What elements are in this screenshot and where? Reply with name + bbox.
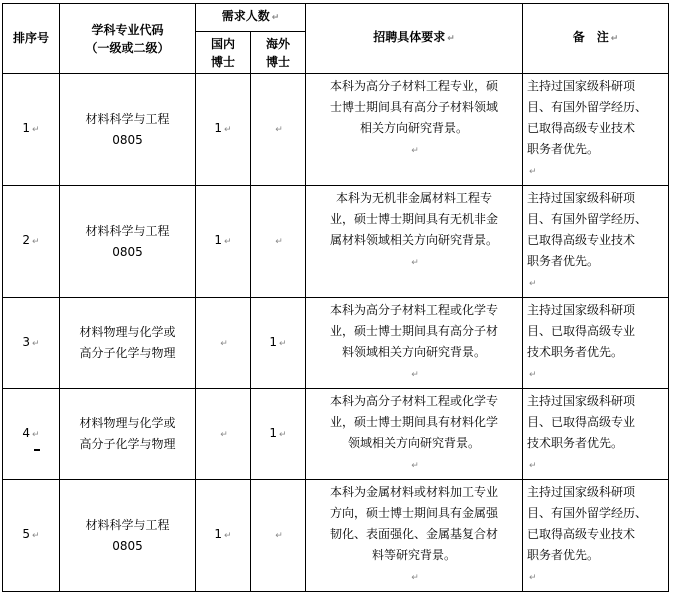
header-overseas-line1: 海外 [265,36,290,51]
major-line: 0805 [112,538,143,553]
table-row [3,389,669,480]
header-note-label: 备 注 [572,30,609,44]
major-line: 材料科学与工程 [85,517,170,532]
paragraph-mark-icon: ↵ [610,34,619,44]
overseas-count-cell [251,298,306,389]
paragraph-mark-icon: ↵ [529,279,537,289]
row-number-cell [3,480,60,592]
overseas-count: 1 [269,425,278,440]
paragraph-mark-icon: ↵ [32,429,40,440]
requirements-line: 本科为高分子材料工程专业，硕 [329,79,498,93]
row-number: 1 [22,121,31,135]
major-line: 高分子化学与物理 [79,437,176,451]
table-row [3,298,669,389]
recruitment-table [2,3,669,592]
row-number-cell [3,298,60,389]
major-cell [60,186,196,298]
requirements-line: 料领域相关方向研究背景。 [341,345,486,359]
paragraph-mark-icon: ↵ [32,237,40,247]
requirements-cell [306,389,523,480]
paragraph-mark-icon: ↵ [271,13,280,23]
note-cell [523,186,669,298]
domestic-count: 1 [214,121,223,135]
paragraph-mark-icon: ↵ [411,258,419,268]
major-line: 材料科学与工程 [85,111,170,126]
note-cell [523,480,669,592]
header-overseas [251,32,306,74]
requirements-line: 士博士期间具有高分子材料领域 [329,100,498,114]
note-line: 职务者优先。 [527,142,600,156]
note-line: 主持过国家级科研项 [527,303,636,317]
requirements-line: 韧化、表面强化、金属基复合材 [329,527,498,541]
paragraph-mark-icon: ↵ [32,338,40,349]
domestic-count-cell [196,298,251,389]
major-line: 0805 [112,132,143,147]
paragraph-mark-icon: ↵ [224,237,232,247]
requirements-line: 本科为无机非金属材料工程专 [335,191,492,205]
paragraph-mark-icon: ↵ [275,237,283,247]
row-number: 5 [22,527,31,541]
requirements-line: 业，硕士博士期间具有材料化学 [329,415,498,429]
row-number-cell [3,186,60,298]
requirements-line: 业，硕士博士期间具有无机非金 [329,212,498,226]
note-line: 目、有国外留学经历、 [527,212,648,226]
requirements-line: 相关方向研究背景。 [359,121,468,135]
major-line: 高分子化学与物理 [79,346,176,360]
requirements-cell [306,74,523,186]
paragraph-mark-icon: ↵ [529,167,537,177]
requirements-line: 领域相关方向研究背景。 [347,436,480,450]
row-number-cell [3,74,60,186]
header-requirements [306,4,523,74]
note-cell [523,74,669,186]
overseas-count: 1 [269,334,278,349]
domestic-count-cell [196,480,251,592]
domestic-count: 1 [214,233,223,247]
table-row [3,186,669,298]
note-line: 主持过国家级科研项 [527,79,636,93]
paragraph-mark-icon: ↵ [447,34,455,44]
header-note [523,4,669,74]
domestic-count-cell [196,389,251,480]
paragraph-mark-icon: ↵ [220,429,228,440]
major-cell [60,480,196,592]
paragraph-mark-icon: ↵ [529,461,537,471]
paragraph-mark-icon: ↵ [279,338,287,349]
paragraph-mark-icon: ↵ [279,429,287,440]
requirements-cell [306,186,523,298]
paragraph-mark-icon: ↵ [32,531,40,541]
requirements-cell [306,480,523,592]
row-number: 2 [22,233,31,247]
header-domestic-line2: 博士 [210,54,235,69]
paragraph-mark-icon: ↵ [411,370,419,380]
major-cell [60,74,196,186]
paragraph-mark-icon: ↵ [529,573,537,583]
note-line: 职务者优先。 [527,548,600,562]
header-overseas-line2: 博士 [265,54,290,69]
note-line: 主持过国家级科研项 [527,394,636,408]
row-number: 4 [22,425,31,440]
note-line: 已取得高级专业技术 [527,233,636,247]
note-cell [523,389,669,480]
major-cell [60,298,196,389]
paragraph-mark-icon: ↵ [224,125,232,135]
note-line: 目、有国外留学经历、 [527,100,648,114]
note-line: 主持过国家级科研项 [527,485,636,499]
note-line: 技术职务者优先。 [527,345,624,359]
major-cell [60,389,196,480]
note-line: 已取得高级专业技术 [527,527,636,541]
requirements-line: 本科为金属材料或材料加工专业 [329,485,498,499]
note-line: 已取得高级专业技术 [527,121,636,135]
requirements-cell [306,298,523,389]
note-line: 目、已取得高级专业 [527,415,636,429]
paragraph-mark-icon: ↵ [275,531,283,541]
paragraph-mark-icon: ↵ [411,461,419,471]
header-demand-label: 需求人数 [221,9,270,23]
requirements-line: 方向，硕士博士期间具有金属强 [329,506,498,520]
header-demand [196,4,306,32]
paragraph-mark-icon: ↵ [220,338,228,349]
header-requirements-label: 招聘具体要求 [373,30,446,44]
paragraph-mark-icon: ↵ [32,125,40,135]
major-line: 材料物理与化学或 [79,416,176,430]
paragraph-mark-icon: ↵ [411,146,419,156]
table-row [3,74,669,186]
major-line: 0805 [112,244,143,259]
paragraph-mark-icon: ↵ [411,573,419,583]
requirements-line: 业，硕士博士期间具有高分子材 [329,324,498,338]
domestic-count-cell [196,186,251,298]
row-number-cell [3,389,60,480]
note-line: 目、已取得高级专业 [527,324,636,338]
note-line: 技术职务者优先。 [527,436,624,450]
header-domestic-line1: 国内 [210,36,235,51]
header-major-line2: （一级或二级） [85,40,170,55]
requirements-line: 料等研究背景。 [371,548,456,562]
major-line: 材料科学与工程 [85,223,170,238]
table-row [3,480,669,592]
header-major [60,4,196,74]
header-no: 排序号 [3,4,60,74]
domestic-count-cell [196,74,251,186]
overseas-count-cell [251,74,306,186]
note-line: 主持过国家级科研项 [527,191,636,205]
paragraph-mark-icon: ↵ [529,370,537,380]
note-line: 职务者优先。 [527,254,600,268]
requirements-line: 属材料领域相关方向研究背景。 [329,233,498,247]
header-domestic [196,32,251,74]
bottom-mark [34,449,40,451]
overseas-count-cell [251,389,306,480]
note-cell [523,298,669,389]
overseas-count-cell [251,480,306,592]
row-number: 3 [22,334,31,349]
requirements-line: 本科为高分子材料工程或化学专 [329,394,498,408]
domestic-count: 1 [214,527,223,541]
header-major-line1: 学科专业代码 [91,22,164,37]
paragraph-mark-icon: ↵ [224,531,232,541]
major-line: 材料物理与化学或 [79,325,176,339]
note-line: 目、有国外留学经历、 [527,506,648,520]
overseas-count-cell [251,186,306,298]
paragraph-mark-icon: ↵ [275,125,283,135]
requirements-line: 本科为高分子材料工程或化学专 [329,303,498,317]
